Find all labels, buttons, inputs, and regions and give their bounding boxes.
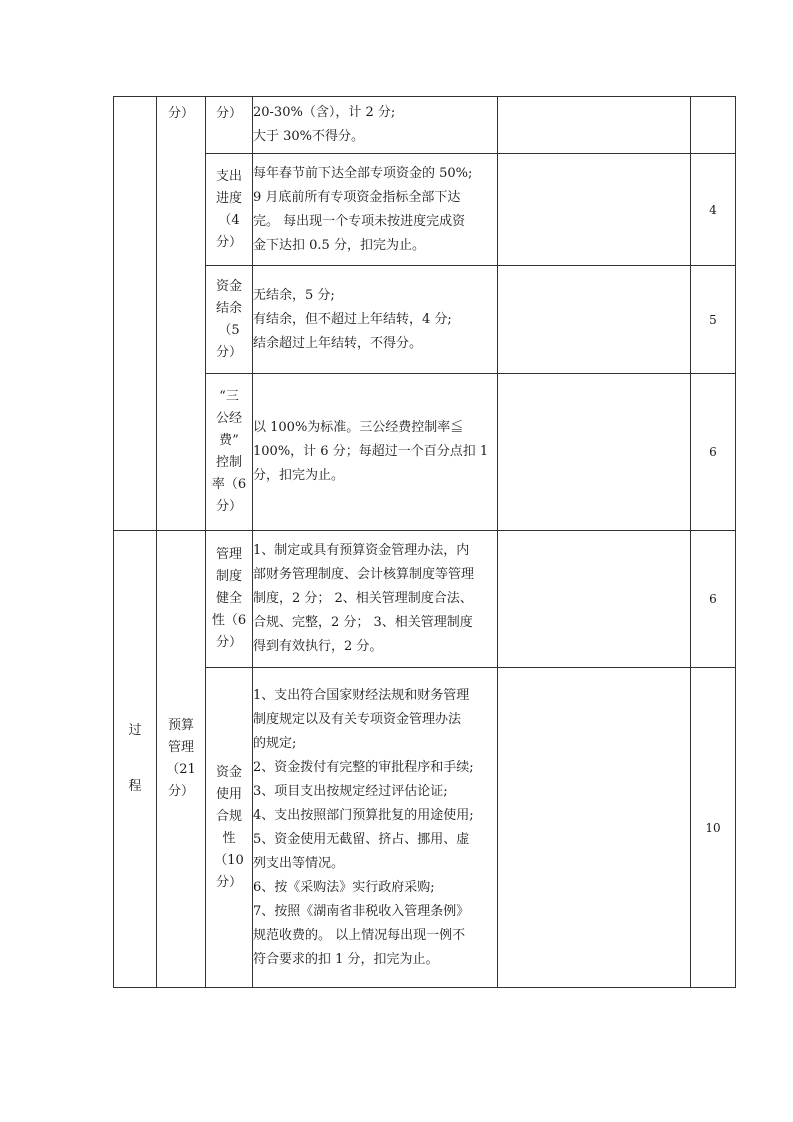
standard-line: 列支出等情况。 <box>253 855 345 871</box>
standard-cell <box>253 531 498 668</box>
standard-cell <box>253 154 498 266</box>
criterion-cell-empty <box>114 97 157 531</box>
evaluation-table <box>113 96 736 988</box>
group-cell-continued <box>157 97 206 531</box>
group-text: （21 <box>166 762 196 777</box>
standard-line: 部财务管理制度、会计核算制度等管理 <box>253 567 475 582</box>
standard-line: 金下达扣 0.5 分，扣完为止。 <box>253 237 425 253</box>
indicator-text: （5 <box>218 322 240 338</box>
indicator-cell <box>206 154 253 266</box>
indicator-text: 合规 <box>215 808 242 824</box>
indicator-cell <box>206 97 253 154</box>
indicator-text: （4 <box>218 212 240 228</box>
standard-line: 5、资金使用无截留、挤占、挪用、虚 <box>253 831 470 847</box>
indicator-text: 率（6 <box>211 477 247 492</box>
indicator-cell <box>206 374 253 531</box>
standard-cell <box>253 668 498 988</box>
table-row <box>114 154 736 266</box>
evidence-cell <box>498 668 691 988</box>
evidence-cell <box>498 531 691 668</box>
indicator-text: 资金 <box>215 278 242 294</box>
table-row <box>114 668 736 988</box>
indicator-text: 制度 <box>215 569 242 584</box>
standard-line: 分，扣完为止。 <box>253 468 345 483</box>
indicator-text: 分） <box>215 499 242 514</box>
standard-cell <box>253 266 498 374</box>
indicator-text: “三 <box>219 389 239 404</box>
indicator-text: 支出 <box>215 168 242 184</box>
standard-line: 规范收费的。 以上情况每出现一例不 <box>253 927 466 943</box>
score-cell: 6 <box>691 374 736 531</box>
indicator-text: 进度 <box>215 190 242 206</box>
table-row <box>114 266 736 374</box>
standard-line: 有结余，但不超过上年结转，4 分; <box>253 311 452 327</box>
standard-line: 以 100%为标准。三公经费控制率≦ <box>253 420 464 435</box>
group-text: 分） <box>167 784 194 799</box>
standard-cell <box>253 97 498 154</box>
indicator-text: 性（6 <box>211 613 247 628</box>
criterion-text: 程 <box>128 779 142 794</box>
table-row <box>114 97 736 154</box>
standard-line: 的规定; <box>253 735 297 751</box>
score-cell <box>691 97 736 154</box>
criterion-cell-process <box>114 531 157 988</box>
score-cell: 10 <box>691 668 736 988</box>
group-text: 预算 <box>167 718 194 733</box>
group-cell-budget <box>157 531 206 988</box>
indicator-text: 性 <box>222 830 236 846</box>
indicator-text: 健全 <box>215 591 242 606</box>
standard-line: 4、支出按照部门预算批复的用途使用; <box>253 807 474 823</box>
score-cell: 4 <box>691 154 736 266</box>
standard-line: 6、按《采购法》实行政府采购; <box>253 879 435 895</box>
score-cell: 5 <box>691 266 736 374</box>
standard-line: 100%，计 6 分；每超过一个百分点扣 1 <box>253 444 489 459</box>
indicator-text: （10 <box>214 852 244 868</box>
standard-line: 7、按照《湖南省非税收入管理条例》 <box>253 903 470 919</box>
standard-cell <box>253 374 498 531</box>
standard-line: 3、项目支出按规定经过评估论证; <box>253 783 448 799</box>
evidence-cell <box>498 266 691 374</box>
group-tail-text: 分） <box>167 106 194 121</box>
standard-line: 制度，2 分； 2、相关管理制度合法、 <box>253 591 473 606</box>
indicator-text: 分） <box>215 635 242 650</box>
indicator-text: 费” <box>219 433 239 448</box>
table-row <box>114 531 736 668</box>
indicator-text: 分） <box>215 874 242 890</box>
indicator-text: 资金 <box>215 764 242 780</box>
standard-line: 符合要求的扣 1 分，扣完为止。 <box>253 951 439 967</box>
standard-line: 1、支出符合国家财经法规和财务管理 <box>253 687 470 703</box>
indicator-cell <box>206 668 253 988</box>
indicator-text: 管理 <box>215 547 242 562</box>
indicator-cell <box>206 266 253 374</box>
standard-line: 20-30%（含），计 2 分; <box>253 105 396 120</box>
standard-line: 大于 30%不得分。 <box>253 129 365 144</box>
indicator-text: 分） <box>215 234 242 250</box>
criterion-text: 过 <box>128 723 142 738</box>
standard-line: 每年春节前下达全部专项资金的 50%; <box>253 165 473 181</box>
group-text: 管理 <box>167 740 194 755</box>
evidence-cell <box>498 97 691 154</box>
indicator-text: 控制 <box>215 455 242 470</box>
standard-line: 完。 每出现一个专项未按进度完成资 <box>253 213 466 229</box>
indicator-cell <box>206 531 253 668</box>
table-row <box>114 374 736 531</box>
indicator-text: 分） <box>215 344 242 360</box>
standard-line: 结余超过上年结转，不得分。 <box>253 335 423 351</box>
evidence-cell <box>498 154 691 266</box>
standard-line: 得到有效执行，2 分。 <box>253 639 383 654</box>
standard-line: 制度规定以及有关专项资金管理办法 <box>253 711 462 727</box>
standard-line: 9 月底前所有专项资金指标全部下达 <box>253 189 461 205</box>
standard-line: 合规、完整，2 分； 3、相关管理制度 <box>253 615 473 630</box>
indicator-text: 公经 <box>215 411 242 426</box>
score-cell: 6 <box>691 531 736 668</box>
standard-line: 无结余，5 分; <box>253 287 335 303</box>
standard-line: 2、资金拨付有完整的审批程序和手续; <box>253 759 474 775</box>
indicator-text: 使用 <box>215 786 242 802</box>
standard-line: 1、制定或具有预算资金管理办法，内 <box>253 543 470 558</box>
indicator-text: 结余 <box>215 300 242 316</box>
evidence-cell <box>498 374 691 531</box>
indicator-tail-text: 分） <box>215 106 242 121</box>
